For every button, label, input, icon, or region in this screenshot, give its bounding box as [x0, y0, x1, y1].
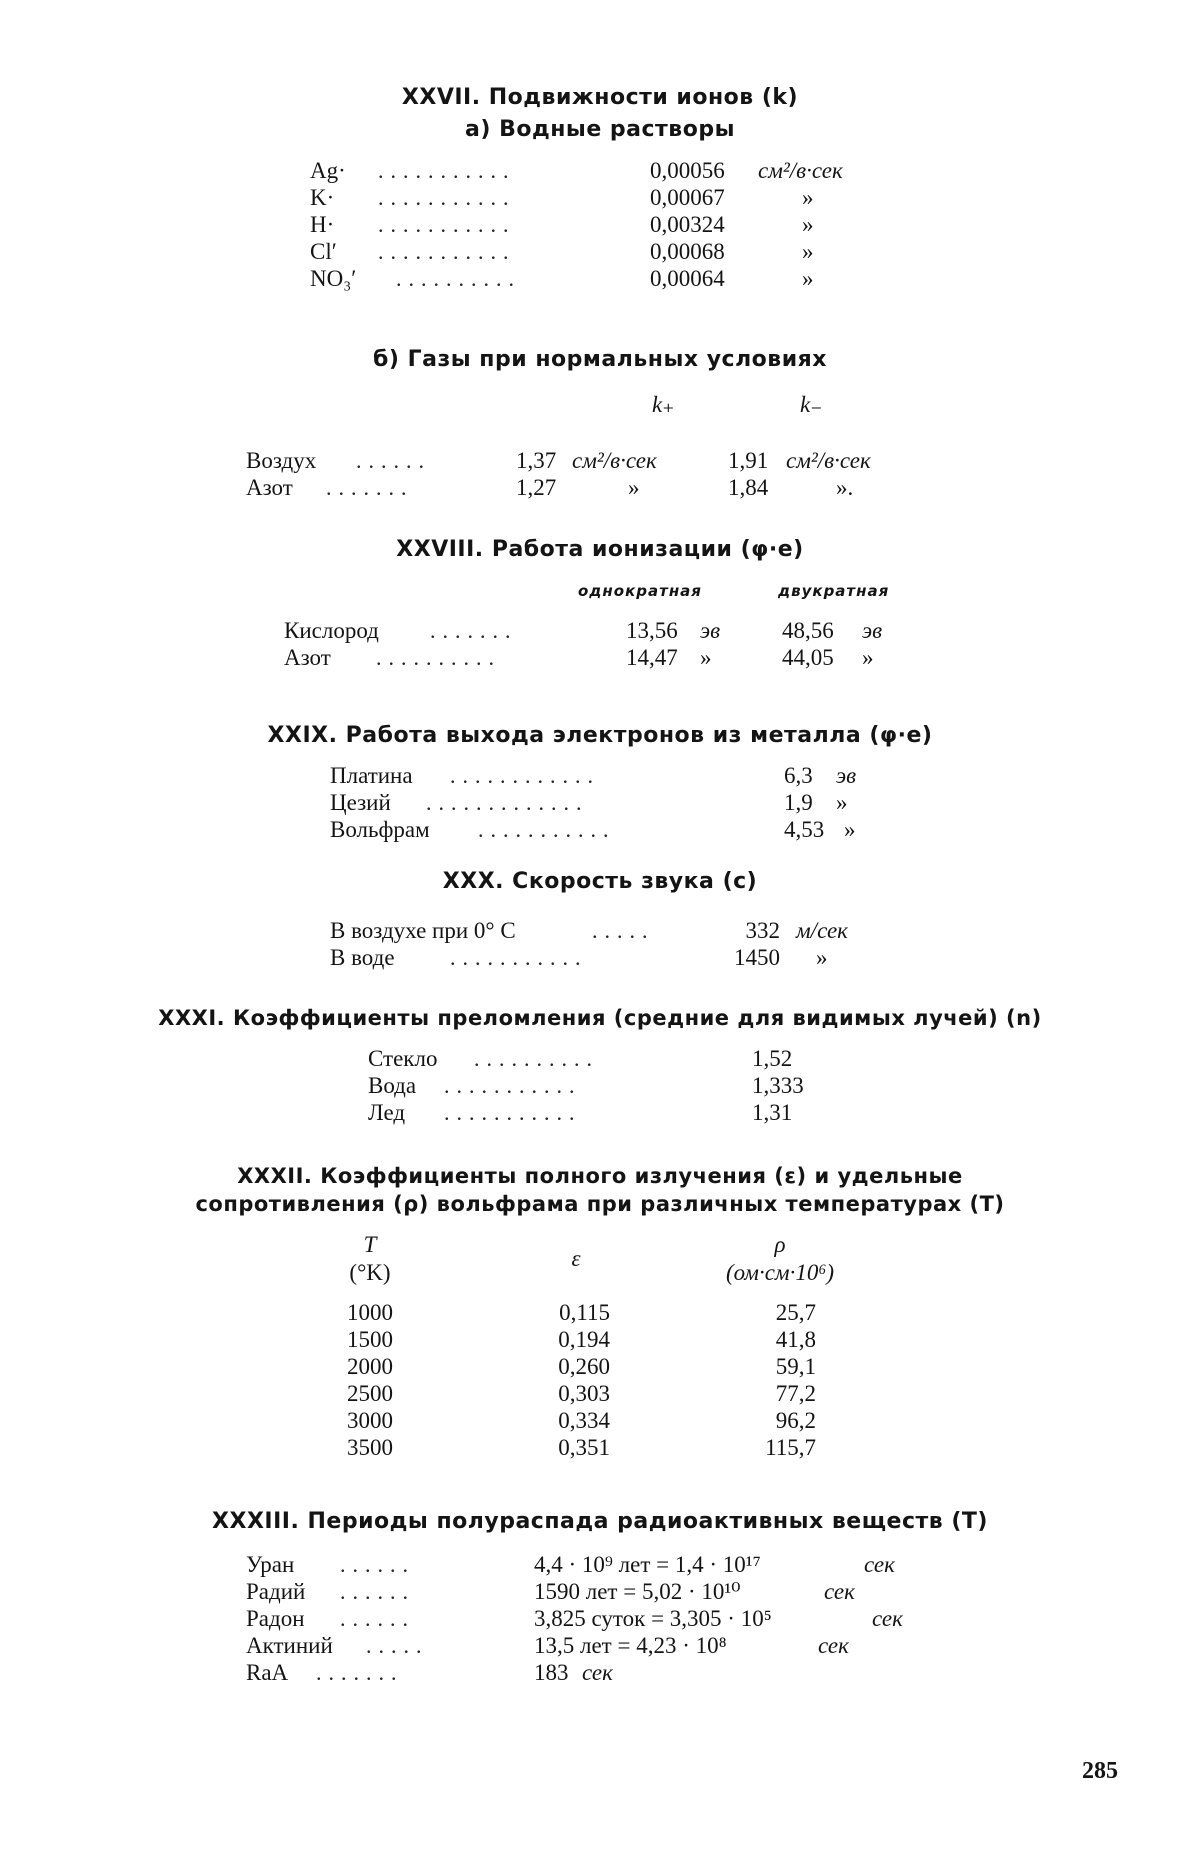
page-number: 285 [1082, 1758, 1118, 1784]
leader-dots: ....... [430, 618, 518, 643]
header-resistivity: ρ [774, 1232, 786, 1257]
gas-k-plus-unit: » [628, 475, 640, 500]
section-27-title: XXVII. Подвижности ионов (k) [401, 85, 799, 110]
half-life-value: 183 [534, 1660, 569, 1685]
metal-unit: эв [836, 763, 857, 788]
section-31-title: XXXI. Коэффициенты преломления (средние для видимых лучей) (n) [158, 1006, 1042, 1030]
metal-name: Платина [330, 763, 413, 788]
leader-dots: ...... [340, 1552, 415, 1577]
ion-unit: » [802, 266, 814, 291]
gas-k-minus-unit: см²/в·сек [786, 448, 871, 473]
ion-value: 0,00064 [650, 266, 725, 291]
substance-name: Радон [246, 1606, 305, 1631]
gas-name: Азот [284, 645, 331, 670]
ion-unit: » [802, 212, 814, 237]
gas-k-plus: 1,27 [516, 475, 557, 500]
ion-unit: » [802, 185, 814, 210]
leader-dots: ........... [378, 158, 516, 183]
emissivity-cell: 0,260 [558, 1354, 610, 1379]
material-name: Вода [368, 1073, 417, 1098]
ion-unit: см²/в·сек [758, 158, 843, 183]
col-single-header: однократная [578, 582, 702, 600]
metal-value: 1,9 [784, 790, 813, 815]
ion-name: H· [310, 212, 335, 237]
leader-dots: ........... [378, 185, 516, 210]
leader-dots: ....... [326, 475, 414, 500]
section-30-title: XXX. Скорость звука (c) [442, 869, 758, 894]
temperature-cell: 3000 [347, 1408, 393, 1433]
temperature-cell: 2500 [347, 1381, 393, 1406]
ion-name: Cl′ [310, 239, 337, 264]
material-name: Лед [368, 1100, 406, 1125]
gas-k-minus: 1,91 [728, 448, 769, 473]
leader-dots: ..... [366, 1633, 429, 1658]
ion-value: 0,00056 [650, 158, 725, 183]
ion-value: 0,00324 [650, 212, 725, 237]
medium-value: 1450 [734, 945, 780, 970]
refraction-value: 1,31 [752, 1100, 793, 1125]
leader-dots: ........... [478, 817, 616, 842]
metal-name: Вольфрам [330, 817, 430, 842]
refraction-value: 1,52 [752, 1046, 793, 1071]
ion-value: 0,00068 [650, 239, 725, 264]
ion-unit: » [802, 239, 814, 264]
temperature-cell: 1000 [347, 1300, 393, 1325]
half-life-unit: сек [864, 1552, 895, 1577]
emissivity-cell: 0,115 [559, 1300, 610, 1325]
gas-k-minus: 1,84 [728, 475, 769, 500]
metal-value: 6,3 [784, 763, 813, 788]
leader-dots: ....... [316, 1660, 404, 1685]
leader-dots: ...... [356, 448, 431, 473]
resistivity-cell: 77,2 [775, 1381, 816, 1406]
gas-name: Воздух [246, 448, 317, 473]
single-unit: эв [700, 618, 721, 643]
single-unit: » [700, 645, 712, 670]
section-32-title-line2: сопротивления (ρ) вольфрама при различных температурах (T) [195, 1192, 1005, 1216]
leader-dots: .......... [474, 1046, 599, 1071]
col-double-header: двукратная [778, 582, 890, 600]
section-27a-subtitle: а) Водные растворы [465, 117, 735, 142]
gas-k-plus: 1,37 [516, 448, 557, 473]
section-28-title: XXVIII. Работа ионизации (φ·e) [396, 537, 804, 562]
header-temperature: T [363, 1232, 377, 1257]
ion-value: 0,00067 [650, 185, 725, 210]
double-unit: эв [862, 618, 883, 643]
leader-dots: ........... [444, 1100, 582, 1125]
leader-dots: ........... [378, 239, 516, 264]
header-emissivity: ε [571, 1246, 581, 1271]
metal-name: Цезий [330, 790, 391, 815]
half-life-unit: сек [818, 1633, 849, 1658]
emissivity-cell: 0,194 [558, 1327, 610, 1352]
resistivity-cell: 59,1 [775, 1354, 816, 1379]
metal-unit: » [836, 790, 848, 815]
leader-dots: ...... [340, 1606, 415, 1631]
refraction-value: 1,333 [752, 1073, 804, 1098]
section-33-title: XXXIII. Периоды полураспада радиоактивных веществ (T) [212, 1509, 988, 1534]
ion-name: K· [310, 185, 335, 210]
ion-name: NO₃′ [310, 266, 357, 291]
leader-dots: ..... [592, 918, 655, 943]
leader-dots: ........... [378, 212, 516, 237]
ion-name: Ag· [310, 158, 346, 183]
k-minus-header: k₋ [800, 392, 823, 417]
leader-dots: .......... [376, 645, 501, 670]
leader-dots: ........... [444, 1073, 582, 1098]
half-life-unit: сек [824, 1579, 855, 1604]
metal-unit: » [844, 817, 856, 842]
section-32-title-line1: XXXII. Коэффициенты полного излучения (ε) и удельные [237, 1164, 963, 1188]
resistivity-cell: 115,7 [765, 1435, 816, 1460]
medium-value: 332 [745, 918, 780, 943]
gas-name: Кислород [284, 618, 379, 643]
substance-name: RaA [246, 1660, 289, 1685]
substance-name: Радий [246, 1579, 306, 1604]
resistivity-cell: 41,8 [775, 1327, 816, 1352]
header-temperature-unit: (°K) [349, 1260, 391, 1285]
gas-name: Азот [246, 475, 293, 500]
substance-name: Актиний [246, 1633, 333, 1658]
half-life-value: 3,825 суток = 3,305 · 10⁵ [534, 1606, 772, 1631]
emissivity-cell: 0,303 [558, 1381, 610, 1406]
leader-dots: ........... [450, 945, 588, 970]
resistivity-cell: 96,2 [775, 1408, 816, 1433]
half-life-value: 13,5 лет = 4,23 · 10⁸ [534, 1633, 727, 1658]
section-29-title: XXIX. Работа выхода электронов из металла (φ·e) [267, 723, 933, 748]
medium-name: В воздухе при 0° C [330, 918, 516, 943]
substance-name: Уран [246, 1552, 295, 1577]
leader-dots: ...... [340, 1579, 415, 1604]
temperature-cell: 2000 [347, 1354, 393, 1379]
emissivity-cell: 0,351 [558, 1435, 610, 1460]
section-27b-subtitle: б) Газы при нормальных условиях [373, 347, 827, 372]
half-life-unit: сек [872, 1606, 903, 1631]
k-plus-header: k₊ [652, 392, 675, 417]
double-value: 48,56 [782, 618, 834, 643]
temperature-cell: 3500 [347, 1435, 393, 1460]
gas-k-minus-unit: ». [836, 475, 854, 500]
single-value: 14,47 [626, 645, 678, 670]
single-value: 13,56 [626, 618, 678, 643]
leader-dots: .......... [396, 266, 521, 291]
header-resistivity-unit: (ом·см·10⁶) [725, 1260, 834, 1285]
temperature-cell: 1500 [347, 1327, 393, 1352]
metal-value: 4,53 [784, 817, 825, 842]
double-unit: » [862, 645, 874, 670]
medium-name: В воде [330, 945, 395, 970]
leader-dots: ............ [450, 763, 600, 788]
emissivity-cell: 0,334 [558, 1408, 610, 1433]
double-value: 44,05 [782, 645, 834, 670]
medium-unit: » [816, 945, 828, 970]
leader-dots: ............. [426, 790, 589, 815]
half-life-value: 1590 лет = 5,02 · 10¹⁰ [534, 1579, 741, 1604]
gas-k-plus-unit: см²/в·сек [572, 448, 657, 473]
medium-unit: м/сек [796, 918, 848, 943]
half-life-value: 4,4 · 10⁹ лет = 1,4 · 10¹⁷ [534, 1552, 761, 1577]
resistivity-cell: 25,7 [775, 1300, 816, 1325]
material-name: Стекло [368, 1046, 438, 1071]
half-life-unit: сек [582, 1660, 613, 1685]
